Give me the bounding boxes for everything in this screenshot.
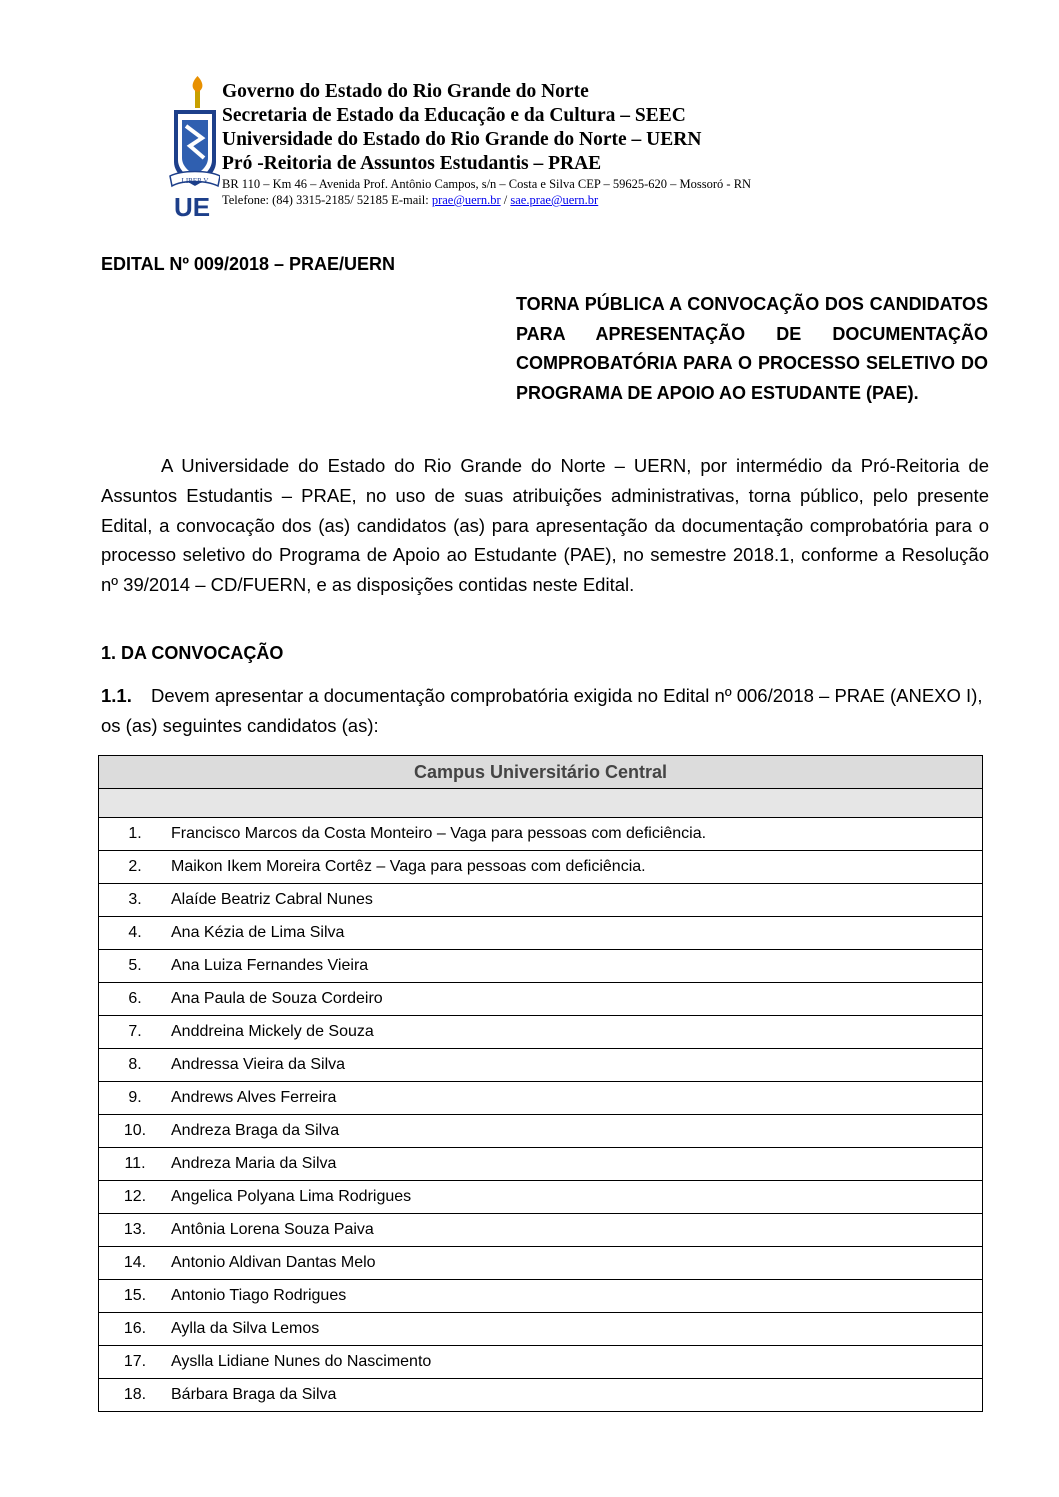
blank-row: [99, 789, 983, 818]
header-address: BR 110 – Km 46 – Avenida Prof. Antônio Campos, s/n – Costa e Silva CEP – 59625-620 – Mossoró - RN: [222, 177, 752, 191]
candidate-name: Bárbara Braga da Silva: [171, 1386, 337, 1403]
candidate-number: 14.: [123, 1254, 147, 1271]
candidate-number: 13.: [123, 1221, 147, 1238]
header-line-pro-reitoria: Pró -Reitoria de Assuntos Estudantis – PRAE: [222, 153, 602, 174]
candidate-number: 1.: [128, 825, 142, 842]
candidate-number: 9.: [128, 1089, 142, 1106]
header-line-governo: Governo do Estado do Rio Grande do Norte: [222, 81, 589, 102]
section-title: 1. DA CONVOCAÇÃO: [101, 643, 284, 663]
letterhead-text: [222, 80, 751, 208]
candidate-number: 7.: [128, 1023, 142, 1040]
item-text: Devem apresentar a documentação comprobatória exigida no Edital nº 006/2018 – PRAE (ANEXO I), os (as) seguintes candidatos (as):: [101, 685, 983, 736]
svg-text:LIBER V: LIBER V: [181, 177, 209, 185]
candidate-number: 10.: [123, 1122, 147, 1139]
candidate-number: 6.: [128, 990, 142, 1007]
table-row: [99, 1148, 983, 1181]
header-contact: [222, 192, 751, 208]
edital-number: EDITAL Nº 009/2018 – PRAE/UERN: [101, 254, 396, 274]
table-row: [99, 1181, 983, 1214]
intro-paragraph: A Universidade do Estado do Rio Grande do Norte – UERN, por intermédio da Pró-Reitoria de Assuntos Estudantis – PRAE, no uso de suas atribuições administrativas, torna público, pelo presente Edital, a convocação dos (as) candidatos (as) para apresentação da documentação comprobatória para o processo seletivo do Programa de Apoio ao Estudante (PAE), no semestre 2018.1, conforme a Resolução nº 39/2014 – CD/FUERN, e as disposições contidas neste Edital.: [101, 455, 989, 596]
table-row: [99, 818, 983, 851]
uern-logo: [168, 76, 220, 218]
candidate-name: Andrews Alves Ferreira: [171, 1089, 337, 1106]
candidate-name: Andreza Maria da Silva: [171, 1155, 337, 1172]
candidate-number: 3.: [128, 891, 142, 908]
candidate-number: 8.: [128, 1056, 142, 1073]
candidate-number: 17.: [123, 1353, 147, 1370]
table-row: [99, 1016, 983, 1049]
table-row: [99, 1313, 983, 1346]
candidate-name: Aylla da Silva Lemos: [171, 1320, 320, 1337]
candidate-number: 11.: [124, 1155, 146, 1172]
candidate-name: Ayslla Lidiane Nunes do Nascimento: [171, 1353, 432, 1370]
svg-text:UE: UE: [174, 192, 211, 218]
candidate-number: 15.: [123, 1287, 147, 1304]
candidate-name: Maikon Ikem Moreira Cortêz – Vaga para pessoas com deficiência.: [171, 858, 646, 875]
candidate-name: Antonio Tiago Rodrigues: [171, 1287, 347, 1304]
candidate-name: Alaíde Beatriz Cabral Nunes: [171, 891, 373, 908]
table-row: [99, 1379, 983, 1412]
candidate-name: Angelica Polyana Lima Rodrigues: [171, 1188, 412, 1205]
candidate-name: Francisco Marcos da Costa Monteiro – Vaga para pessoas com deficiência.: [171, 825, 707, 842]
candidate-number: 2.: [128, 858, 142, 875]
table-row: [99, 983, 983, 1016]
candidate-number: 5.: [128, 957, 142, 974]
campus-header-row: [99, 756, 983, 789]
table-row: [99, 1115, 983, 1148]
candidates-table: [98, 755, 983, 1412]
candidate-name: Andreza Braga da Silva: [171, 1122, 340, 1139]
candidate-name: Ana Kézia de Lima Silva: [171, 924, 345, 941]
table-row: [99, 1214, 983, 1247]
table-row: [99, 1280, 983, 1313]
candidate-number: 12.: [123, 1188, 147, 1205]
table-row: [99, 1049, 983, 1082]
candidate-name: Andressa Vieira da Silva: [171, 1056, 346, 1073]
email-link-sae[interactable]: sae.prae@uern.br: [510, 193, 599, 207]
item-number: 1.1.: [101, 685, 132, 706]
table-row: [99, 1082, 983, 1115]
email-separator: /: [500, 193, 511, 207]
candidate-name: Anddreina Mickely de Souza: [171, 1023, 374, 1040]
campus-name: Campus Universitário Central: [99, 756, 983, 789]
candidate-number: 18.: [123, 1386, 147, 1403]
edital-subject: TORNA PÚBLICA A CONVOCAÇÃO DOS CANDIDATOS PARA APRESENTAÇÃO DE DOCUMENTAÇÃO COMPROBATÓRIA PARA O PROCESSO SELETIVO DO PROGRAMA DE APOIO AO ESTUDANTE (PAE).: [516, 294, 988, 403]
candidate-number: 16.: [123, 1320, 147, 1337]
candidate-name: Ana Luiza Fernandes Vieira: [171, 957, 369, 974]
candidate-number: 4.: [128, 924, 142, 941]
header-phone: Telefone: (84) 3315-2185/ 52185 E-mail:: [222, 193, 432, 207]
table-row: [99, 1346, 983, 1379]
candidate-name: Antônia Lorena Souza Paiva: [171, 1221, 374, 1238]
candidate-name: Antonio Aldivan Dantas Melo: [171, 1254, 376, 1271]
email-link-prae[interactable]: prae@uern.br: [431, 193, 501, 207]
header-line-secretaria: Secretaria de Estado da Educação e da Cultura – SEEC: [222, 105, 686, 126]
letterhead: [168, 76, 1028, 216]
table-row: [99, 884, 983, 917]
item-1-1: [101, 681, 989, 741]
candidate-name: Ana Paula de Souza Cordeiro: [171, 990, 383, 1007]
table-row: [99, 950, 983, 983]
header-line-universidade: Universidade do Estado do Rio Grande do Norte – UERN: [222, 129, 702, 150]
table-row: [99, 917, 983, 950]
table-row: [99, 851, 983, 884]
table-row: [99, 1247, 983, 1280]
